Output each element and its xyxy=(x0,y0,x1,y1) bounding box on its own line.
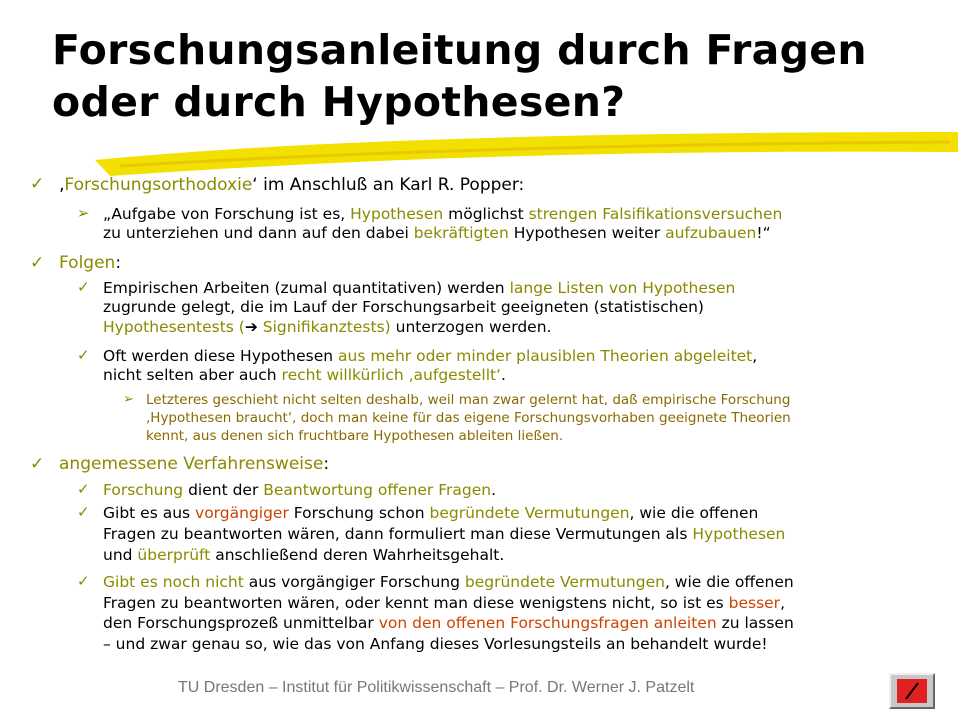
arrow-right-icon: ➔ xyxy=(244,318,258,336)
footer-credit: TU Dresden – Institut für Politikwissenschaft – Prof. Dr. Werner J. Patzelt xyxy=(178,679,695,696)
verfahren-line-2: Gibt es aus vorgängiger Forschung schon begründete Vermutungen, wie die offenen xyxy=(103,504,759,522)
next-slide-button[interactable] xyxy=(889,673,935,709)
check-icon: ✓ xyxy=(30,253,45,273)
arrow-bullet-icon: ➢ xyxy=(123,392,134,407)
note-line-3: kennt, aus denen sich fruchtbare Hypothesen ableiten ließen. xyxy=(146,428,564,444)
check-icon: ✓ xyxy=(77,503,90,521)
quote-line-1: „Aufgabe von Forschung ist es, Hypothesen möglichst strengen Falsifikationsversuchen xyxy=(103,205,783,223)
folgen-line-2: zugrunde gelegt, die im Lauf der Forschungsarbeit geeigneten (statistischen) xyxy=(103,298,704,316)
verfahren-line-8: – und zwar genau so, wie das von Anfang dieses Vorlesungsteils an behandelt wurde! xyxy=(103,635,768,653)
check-icon: ✓ xyxy=(77,572,90,590)
next-slide-icon xyxy=(897,679,927,703)
folgen-line-1: Empirischen Arbeiten (zumal quantitativen) werden lange Listen von Hypothesen xyxy=(103,279,736,297)
check-icon: ✓ xyxy=(30,454,45,474)
arrow-bullet-icon: ➢ xyxy=(77,204,90,222)
note-line-1: Letzteres geschieht nicht selten deshalb, weil man zwar gelernt hat, daß empirische Forschung xyxy=(146,392,791,408)
bullet-orthodoxie: ‚Forschungsorthodoxie‘ im Anschluß an Karl R. Popper: xyxy=(59,175,525,195)
check-icon: ✓ xyxy=(77,480,90,498)
check-icon: ✓ xyxy=(77,346,90,364)
check-icon: ✓ xyxy=(77,278,90,296)
verfahren-line-5: Gibt es noch nicht aus vorgängiger Forschung begründete Vermutungen, wie die offenen xyxy=(103,573,794,591)
folgen-line-4: Oft werden diese Hypothesen aus mehr oder minder plausiblen Theorien abgeleitet, xyxy=(103,347,758,365)
bullet-folgen: Folgen: xyxy=(59,253,122,273)
verfahren-line-3: Fragen zu beantworten wären, dann formuliert man diese Vermutungen als Hypothesen xyxy=(103,525,786,543)
verfahren-line-4: und überprüft anschließend deren Wahrheitsgehalt. xyxy=(103,546,505,564)
check-icon: ✓ xyxy=(30,174,45,194)
verfahren-line-7: den Forschungsprozeß unmittelbar von den offenen Forschungsfragen anleiten zu lassen xyxy=(103,614,794,632)
slide-title: Forschungsanleitung durch Fragen oder durch Hypothesen? xyxy=(52,26,867,126)
folgen-line-5: nicht selten aber auch recht willkürlich ‚aufgestellt‘. xyxy=(103,366,506,384)
verfahren-line-1: Forschung dient der Beantwortung offener Fragen. xyxy=(103,481,497,499)
folgen-line-3: Hypothesentests (➔ Signifikanztests) unterzogen werden. xyxy=(103,318,552,336)
verfahren-line-6: Fragen zu beantworten wären, oder kennt man diese wenigstens nicht, so ist es besser, xyxy=(103,594,785,612)
yellow-swoosh xyxy=(0,122,960,182)
note-line-2: ‚Hypothesen braucht‘, doch man keine für das eigene Forschungsvorhaben geeignete Theorien xyxy=(146,410,791,426)
quote-line-2: zu unterziehen und dann auf den dabei bekräftigten Hypothesen weiter aufzubauen!“ xyxy=(103,224,771,242)
bullet-verfahrensweise: angemessene Verfahrensweise: xyxy=(59,454,330,474)
